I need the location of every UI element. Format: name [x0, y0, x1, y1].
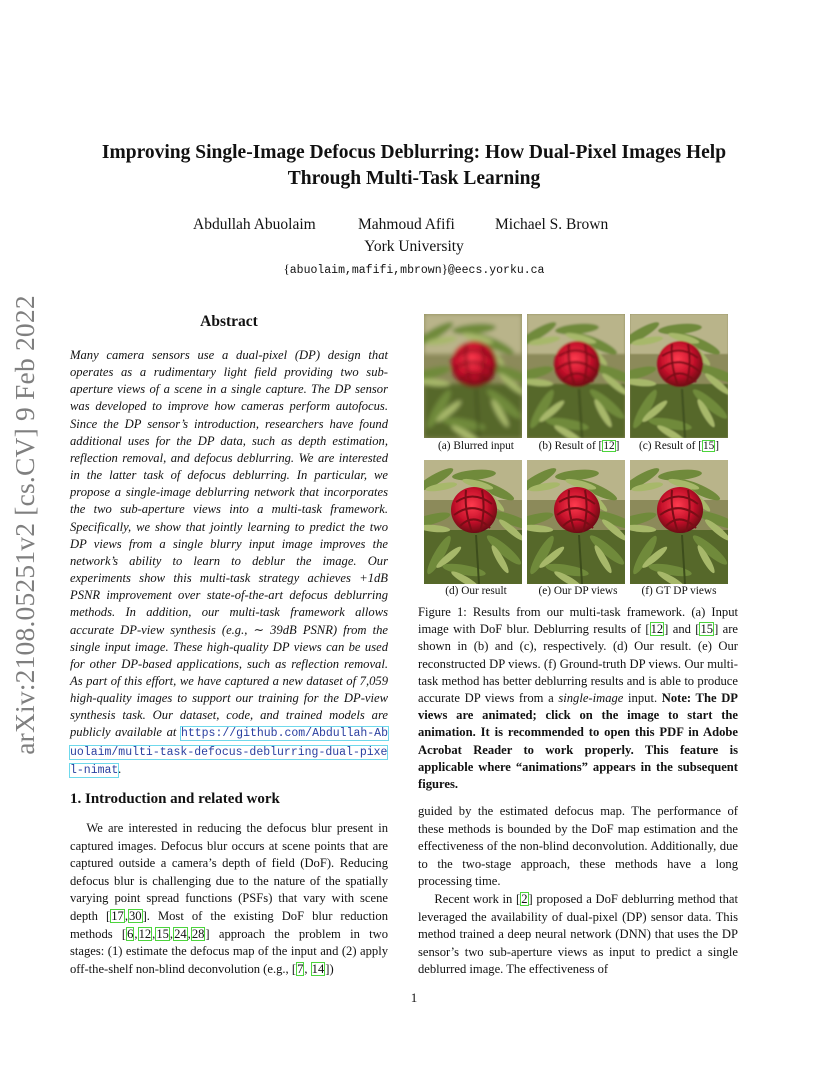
intro-paragraph: We are interested in reducing the defocus blur present in captured images. Defocus blur occurs at scene points that are captured outside a camera’s depth of field (DoF). Reducing defocus blur is challenging due to the nature of the spatially varying point spread functions (PSFs) that vary with scene depth [17,30]. Most of the existing DoF blur reduction methods [6,12,15,24,28] approach the problem in two stages: (1) estimate the defocus map of the input and (2) apply off-the-shelf non-blind deconvolution (e.g., [7, 14]): [70, 821, 389, 976]
subfig-f-image[interactable]: [630, 460, 728, 584]
abstract-body: Many camera sensors use a dual-pixel (DP) design that operates as a rudimentary light field providing two sub-aperture views of a scene in a single capture. The DP sensor was developed to improve how cameras perform autofocus. Since the DP sensor’s introduction, researchers have found additional uses for the DP data, such as depth estimation, reflection removal, and defocus deblurring. We are interested in the latter task of defocus deblurring. In particular, we propose a single-image deblurring network that incorporates the two sub-aperture views into a multi-task framework. Specifically, we show that jointly learning to predict the two DP views from a single blurry input image improves the network’s ability to learn to deblur the image. Our experiments show this multi-task strategy achieves +1dB PSNR improvement over state-of-the-art defocus deblurring methods. In addition, our multi-task framework allows accurate DP-view synthesis (e.g., ∼ 39dB PSNR) from the single input image. These high-quality DP views can be used for other DP-based applications, such as reflection removal. As part of this effort, we have captured a new dataset of 7,059 high-quality images to support our training for the DP-view synthesis task. Our dataset, code, and trained models are publicly available at https://github.com/Abdullah-Abuolaim/multi-task-defocus-deblurring-dual-pixel-nimat.: [70, 348, 388, 777]
author-3: Michael S. Brown: [495, 216, 609, 233]
subfig-label-c: (c) Result of [15]: [638, 440, 720, 452]
figure-caption: Figure 1: Results from our multi-task framework. (a) Input image with DoF blur. Deblurring results of [12] and [15] are shown in (b) and (c), respectively. (d) Our result. (e) Our reconstructed DP views. (f) Ground-truth DP views. Our multi-task method has better deblurring results and is able to produce accurate DP views from a single-image input. Note: The DP views are animated; click on the image to start the animation. It is recommended to open this PDF in Adobe Acrobat Reader to work properly. This feature is applicable where “animations” appears in the subsequent figures.: [418, 605, 738, 792]
paper-title: Improving Single-Image Defocus Deblurring: How Dual-Pixel Images Help Through Multi-Task Learning: [101, 142, 727, 189]
subfig-b-image[interactable]: [527, 314, 625, 438]
subfig-label-a: (a) Blurred input: [438, 440, 514, 452]
author-emails[interactable]: {abuolaim,mafifi,mbrown}@eecs.yorku.ca: [283, 261, 545, 277]
author-1: Abdullah Abuolaim: [193, 216, 316, 233]
subfig-label-e: (e) Our DP views: [538, 585, 618, 597]
citation-link[interactable]: 7: [297, 961, 304, 976]
subfig-a-image[interactable]: [424, 314, 522, 438]
subfig-d-image[interactable]: [424, 460, 522, 584]
citation-link[interactable]: 2: [521, 891, 528, 906]
affiliation: York University: [364, 238, 464, 255]
page-number: 1: [410, 990, 418, 1005]
citation-link[interactable]: 30: [128, 908, 142, 923]
arxiv-stamp: arXiv:2108.05251v2 [cs.CV] 9 Feb 2022: [9, 295, 40, 755]
citation-link[interactable]: 12: [138, 926, 152, 941]
citation-link[interactable]: 28: [191, 926, 205, 941]
citation-link[interactable]: 15: [156, 926, 169, 941]
github-link[interactable]: https://github.com/Abdullah-Abuolaim/multi-task-defocus-deblurring-dual-pixel-nimat: [70, 727, 388, 777]
subfig-label-b: (b) Result of [12]: [538, 440, 620, 452]
citation-link[interactable]: 24: [174, 926, 187, 941]
citation-link[interactable]: 12: [650, 622, 664, 637]
citation-link[interactable]: 12: [603, 440, 615, 452]
subfig-e-image[interactable]: [527, 460, 625, 584]
citation-link[interactable]: 6: [127, 926, 134, 941]
author-2: Mahmoud Afifi: [358, 216, 455, 233]
subfig-c-image[interactable]: [630, 314, 728, 438]
citation-link[interactable]: 17: [111, 908, 124, 923]
right-column-text: guided by the estimated defocus map. The performance of these methods is bounded by the DoF map estimation and the effectiveness of the non-blind deconvolution. Additionally, due to the two-stage approach, these methods have a long processing time. Recent work in [2] proposed a DoF deblurring method that leveraged the availability of dual-pixel (DP) sensor data. This method trained a deep neural network (DNN) that uses the DP sensor’s two sub-aperture views as input to predict a single deblurred image. The effectiveness of: [418, 804, 738, 977]
citation-link[interactable]: 15: [703, 440, 715, 452]
subfig-label-d: (d) Our result: [445, 585, 507, 597]
subfig-label-f: (f) GT DP views: [641, 585, 717, 597]
section-heading: 1. Introduction and related work: [70, 791, 280, 807]
citation-link[interactable]: 15: [700, 622, 714, 637]
citation-link[interactable]: 14: [311, 961, 325, 976]
abstract-heading: Abstract: [200, 313, 258, 330]
